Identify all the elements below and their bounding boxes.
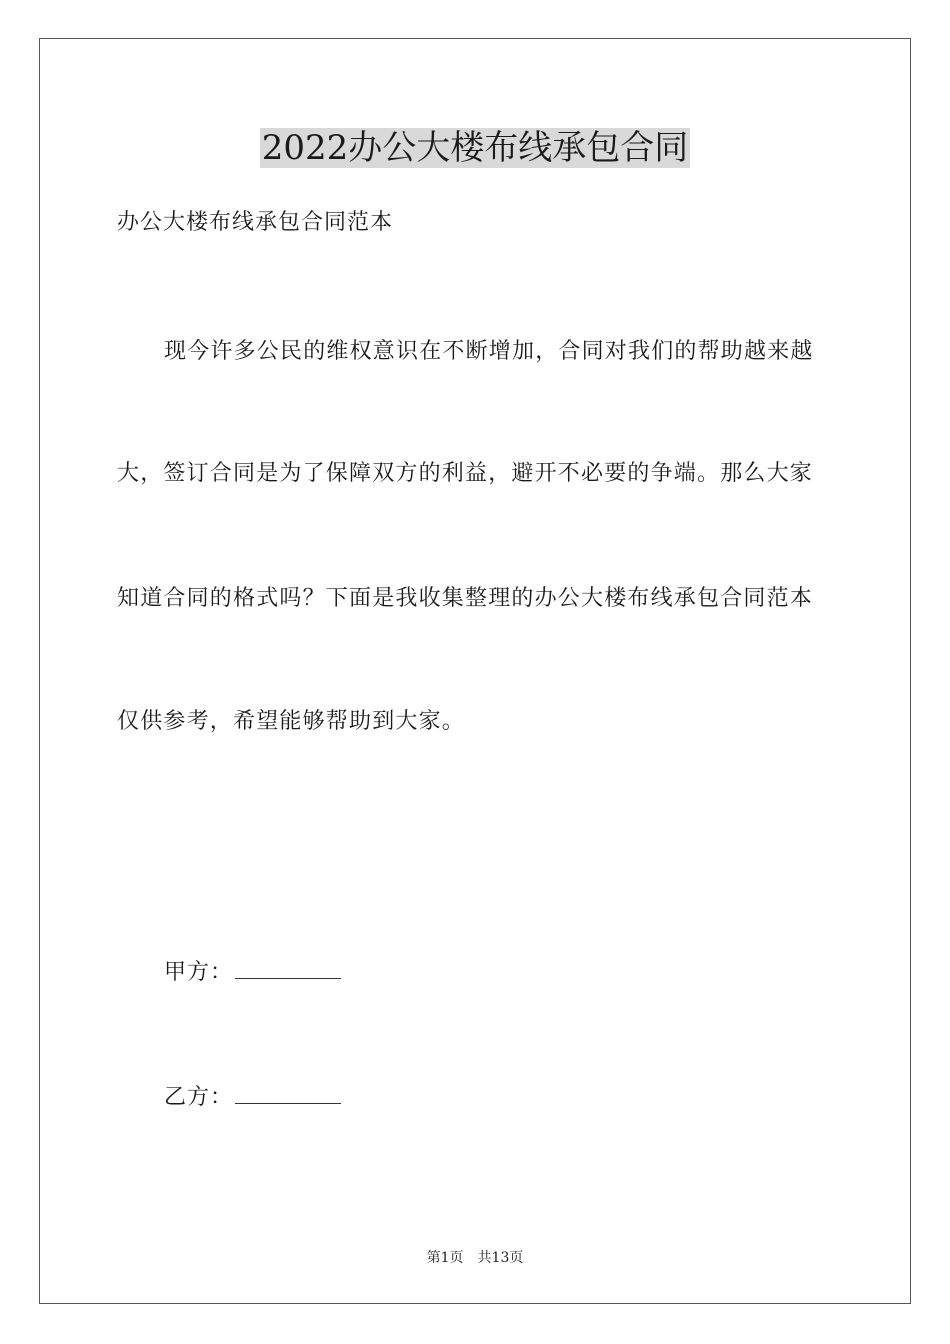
- document-subtitle: 办公大楼布线承包合同范本: [117, 210, 394, 235]
- intro-paragraph-line: 大，签订合同是为了保障双方的利益，避开不必要的争端。那么大家: [117, 461, 814, 486]
- party-a-field: [164, 956, 341, 989]
- intro-paragraph-line: 仅供参考，希望能够帮助到大家。: [117, 709, 466, 734]
- document-title-text: 2022办公大楼布线承包合同: [261, 128, 689, 168]
- page-number-current: 第1页: [426, 1250, 464, 1266]
- party-b-blank-line: [235, 1081, 341, 1104]
- party-a-label: 甲方：: [164, 960, 234, 985]
- page-footer: [0, 1248, 950, 1268]
- intro-paragraph-line: 现今许多公民的维权意识在不断增加，合同对我们的帮助越来越: [164, 339, 814, 364]
- document-title: [0, 126, 950, 170]
- party-b-field: [164, 1081, 341, 1114]
- party-a-blank-line: [235, 956, 341, 979]
- party-b-label: 乙方：: [164, 1085, 234, 1110]
- intro-paragraph-line: 知道合同的格式吗？下面是我收集整理的办公大楼布线承包合同范本: [117, 586, 814, 611]
- page-number-total: 共13页: [477, 1250, 524, 1266]
